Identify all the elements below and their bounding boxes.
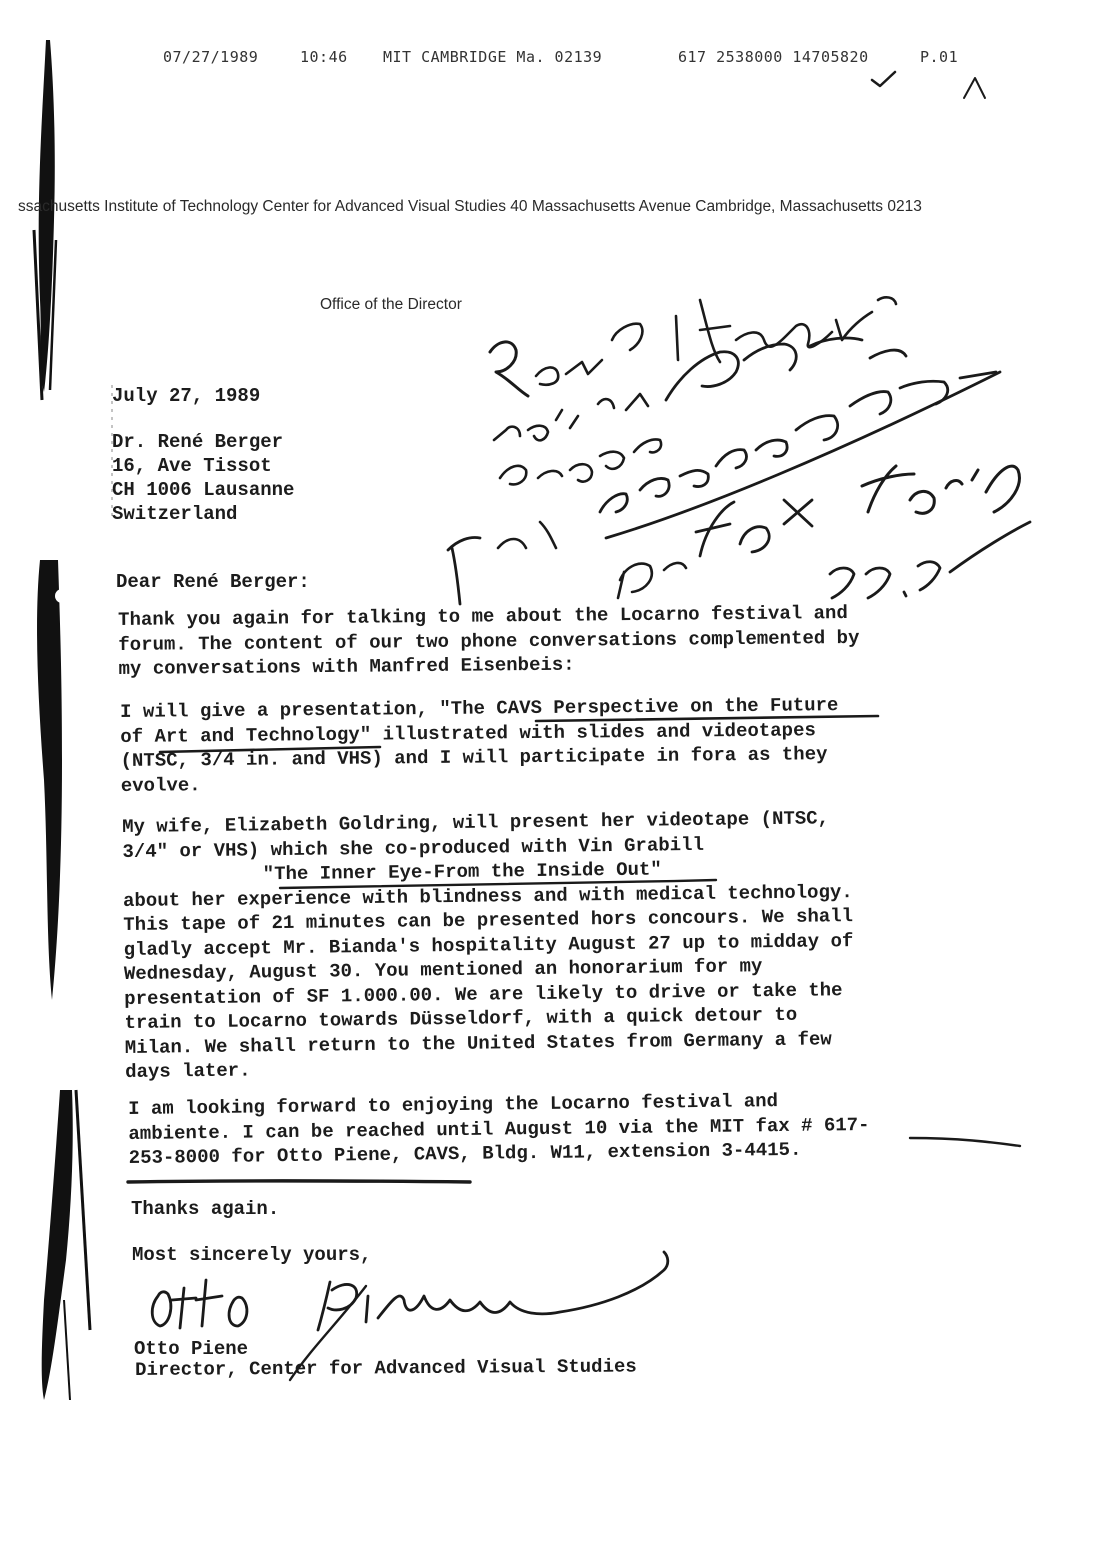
handwritten-note-stroke	[500, 440, 661, 485]
caret-mark-icon	[964, 78, 985, 98]
text-line: of Art and Technology" illustrated with slides and videotapes	[120, 718, 816, 748]
address-line: 16, Ave Tissot	[112, 455, 272, 477]
signature-stroke	[152, 1292, 171, 1326]
note-line	[0, 0, 2, 1]
text-line: about her experience with blindness and with medical technology.	[122, 880, 853, 912]
handwritten-note-stroke	[618, 563, 686, 598]
text-line: This tape of 21 minutes can be presented hors concours. We shall	[123, 905, 854, 936]
text-line: 3/4" or VHS) which she co-produced with Vin Grabill	[122, 833, 705, 863]
text-line: my conversations with Manfred Eisenbeis:	[118, 653, 575, 680]
handwritten-note-stroke	[666, 338, 906, 400]
closing-sincerely: Most sincerely yours,	[132, 1244, 372, 1266]
handwritten-note-stroke	[490, 342, 528, 396]
fax-page-number: P.01	[920, 48, 959, 66]
signature-stroke	[172, 1280, 222, 1328]
fax-date: 07/27/1989	[163, 48, 259, 66]
closing-thanks: Thanks again.	[131, 1198, 280, 1220]
handwritten-note-stroke	[448, 538, 480, 605]
handwritten-date-stroke	[830, 562, 940, 598]
handwritten-date-underline	[950, 522, 1030, 572]
underline-mark	[128, 1181, 470, 1182]
handwritten-note-stroke	[498, 522, 556, 548]
address-line: Dr. René Berger	[112, 431, 284, 453]
signer-name: Otto Piene	[134, 1338, 249, 1360]
underline-mark	[160, 747, 380, 752]
handwritten-note-stroke	[862, 466, 1019, 513]
text-line: presentation of SF 1.000.00. We are likely to drive or take the	[124, 978, 843, 1010]
video-title-line: "The Inner Eye-From the Inside Out"	[262, 858, 662, 886]
handwritten-note-stroke	[494, 394, 648, 440]
text-line: Wednesday, August 30. You mentioned an honorarium for my	[123, 955, 763, 985]
handwritten-note-stroke	[612, 324, 642, 350]
text-line: days later.	[125, 1059, 251, 1083]
fax-sender: MIT CAMBRIDGE Ma. 02139	[383, 48, 603, 66]
text-line: train to Locarno towards Düsseldorf, with a quick detour to	[124, 1003, 798, 1034]
text-line: I am looking forward to enjoying the Locarno festival and	[128, 1090, 779, 1120]
text-line: forum. The content of our two phone conversations complemented by	[118, 626, 860, 656]
text-line: ambiente. I can be reached until August 10 via the MIT fax # 617-	[128, 1113, 870, 1145]
signature-stroke	[229, 1297, 247, 1326]
fax-time: 10:46	[300, 48, 348, 66]
handwritten-note-stroke	[566, 360, 602, 374]
letterhead: ssachusetts Institute of Technology Center for Advanced Visual Studies 40 Massachusetts Avenue Cambridge, Massachusetts 0213	[18, 198, 922, 215]
fax-number: 617 2538000 14705820	[678, 48, 869, 66]
letter-date: July 27, 1989	[112, 385, 261, 407]
signature-stroke	[290, 1286, 366, 1380]
underline-mark	[910, 1138, 1020, 1146]
handwritten-note-underline	[606, 372, 1000, 538]
text-line: Thank you again for talking to me about the Locarno festival and	[118, 601, 848, 631]
signature-stroke	[366, 1252, 668, 1322]
check-mark-icon	[872, 72, 895, 86]
text-line: evolve.	[120, 773, 201, 797]
text-line: 253-8000 for Otto Piene, CAVS, Bldg. W11, extension 3-4415.	[128, 1138, 802, 1169]
underline-mark	[280, 880, 716, 888]
office-of-director: Office of the Director	[320, 296, 462, 313]
text-line: gladly accept Mr. Bianda's hospitality August 27 up to midday of	[123, 929, 854, 961]
address-line: Switzerland	[112, 503, 238, 525]
text-line: Milan. We shall return to the United States from Germany a few	[124, 1027, 832, 1059]
salutation: Dear René Berger:	[116, 571, 310, 593]
text-line: I will give a presentation, "The CAVS Perspective on the Future	[120, 694, 839, 723]
handwritten-note-stroke	[736, 297, 896, 347]
text-line: (NTSC, 3/4 in. and VHS) and I will participate in fora as they	[120, 743, 828, 772]
text-line: My wife, Elizabeth Goldring, will present her videotape (NTSC,	[122, 807, 830, 838]
handwritten-note-stroke	[600, 372, 996, 512]
handwritten-note-stroke	[696, 500, 812, 556]
signer-title: Director, Center for Advanced Visual Studies	[135, 1355, 637, 1381]
underline-mark	[536, 716, 878, 721]
address-line: CH 1006 Lausanne	[112, 479, 295, 501]
handwritten-note-stroke	[536, 367, 558, 384]
